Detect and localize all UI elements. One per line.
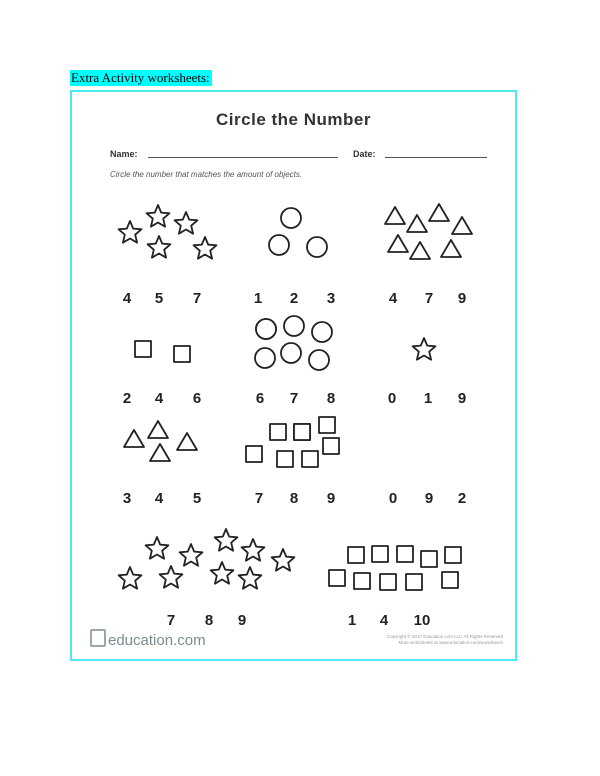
answer-option[interactable]: 0	[388, 490, 398, 507]
answer-option[interactable]: 7	[166, 612, 176, 629]
triangle-object	[452, 217, 472, 234]
answer-option[interactable]: 2	[289, 290, 299, 307]
copyright-line-2: More worksheets at www.education.com/worksheets	[398, 640, 503, 645]
square-object	[277, 451, 293, 467]
answer-option[interactable]: 7	[289, 390, 299, 407]
answer-option[interactable]: 9	[237, 612, 247, 629]
section-heading: Extra Activity worksheets:	[71, 70, 210, 85]
circle-object	[269, 235, 289, 255]
worksheet-title: Circle the Number	[216, 110, 371, 129]
name-label: Name:	[110, 149, 138, 159]
square-object	[135, 341, 151, 357]
answer-option[interactable]: 7	[254, 490, 264, 507]
square-object	[442, 572, 458, 588]
answer-option[interactable]: 6	[255, 390, 265, 407]
answer-option[interactable]: 2	[457, 490, 467, 507]
answer-option[interactable]: 7	[192, 290, 202, 307]
triangle-object	[410, 242, 430, 259]
star-object	[239, 567, 262, 589]
answer-option[interactable]: 9	[424, 490, 434, 507]
star-object	[413, 338, 436, 360]
star-object	[119, 221, 142, 243]
answer-option[interactable]: 0	[387, 390, 397, 407]
answer-option[interactable]: 4	[379, 612, 389, 629]
answer-option[interactable]: 3	[326, 290, 336, 307]
square-object	[329, 570, 345, 586]
circle-object	[255, 348, 275, 368]
answer-option[interactable]: 9	[326, 490, 336, 507]
education-logo	[90, 629, 206, 649]
triangle-object	[148, 421, 168, 438]
answer-option[interactable]: 8	[289, 490, 299, 507]
answer-option[interactable]: 5	[154, 290, 164, 307]
circle-object	[307, 237, 327, 257]
answer-option[interactable]: 4	[122, 290, 132, 307]
square-object	[174, 346, 190, 362]
star-object	[175, 212, 198, 234]
square-object	[421, 551, 437, 567]
square-object	[445, 547, 461, 563]
book-icon	[90, 629, 106, 647]
square-object	[348, 547, 364, 563]
circle-object	[284, 316, 304, 336]
answer-option[interactable]: 3	[122, 490, 132, 507]
triangle-object	[388, 235, 408, 252]
star-object	[147, 205, 170, 227]
triangle-object	[407, 215, 427, 232]
answer-option[interactable]: 1	[347, 612, 357, 629]
answer-option[interactable]: 9	[457, 390, 467, 407]
answer-option[interactable]: 1	[253, 290, 263, 307]
star-object	[180, 544, 203, 566]
triangle-object	[177, 433, 197, 450]
triangle-object	[429, 204, 449, 221]
square-object	[270, 424, 286, 440]
star-object	[272, 549, 295, 571]
star-object	[160, 566, 183, 588]
logo-text: education.com	[108, 632, 206, 649]
answer-option[interactable]: 4	[388, 290, 398, 307]
square-object	[319, 417, 335, 433]
date-label: Date:	[353, 149, 376, 159]
star-object	[211, 562, 234, 584]
square-object	[406, 574, 422, 590]
answer-option[interactable]: 6	[192, 390, 202, 407]
answer-option[interactable]: 2	[122, 390, 132, 407]
instructions: Circle the number that matches the amount of objects.	[110, 170, 303, 179]
triangle-object	[150, 444, 170, 461]
answer-option[interactable]: 7	[424, 290, 434, 307]
answer-option[interactable]: 1	[423, 390, 433, 407]
answer-option[interactable]: 5	[192, 490, 202, 507]
triangle-object	[385, 207, 405, 224]
square-object	[294, 424, 310, 440]
star-object	[148, 236, 171, 258]
circle-object	[256, 319, 276, 339]
square-object	[397, 546, 413, 562]
circle-object	[281, 208, 301, 228]
worksheet-frame	[70, 90, 517, 661]
triangle-object	[441, 240, 461, 257]
object-groups	[72, 92, 515, 659]
circle-object	[281, 343, 301, 363]
circle-object	[312, 322, 332, 342]
star-object	[119, 567, 142, 589]
square-object	[372, 546, 388, 562]
answer-option[interactable]: 8	[204, 612, 214, 629]
star-object	[146, 537, 169, 559]
square-object	[302, 451, 318, 467]
star-object	[215, 529, 238, 551]
copyright-line-1: Copyright © 2017 Education.com LLC All Rights Reserved	[386, 634, 503, 639]
answer-option[interactable]: 8	[326, 390, 336, 407]
answer-option[interactable]: 4	[154, 490, 164, 507]
square-object	[354, 573, 370, 589]
square-object	[246, 446, 262, 462]
answer-option[interactable]: 10	[413, 612, 431, 629]
answer-option[interactable]: 9	[457, 290, 467, 307]
answer-option[interactable]: 4	[154, 390, 164, 407]
star-object	[242, 539, 265, 561]
square-object	[380, 574, 396, 590]
copyright	[387, 634, 503, 646]
square-object	[323, 438, 339, 454]
star-object	[194, 237, 217, 259]
circle-object	[309, 350, 329, 370]
triangle-object	[124, 430, 144, 447]
